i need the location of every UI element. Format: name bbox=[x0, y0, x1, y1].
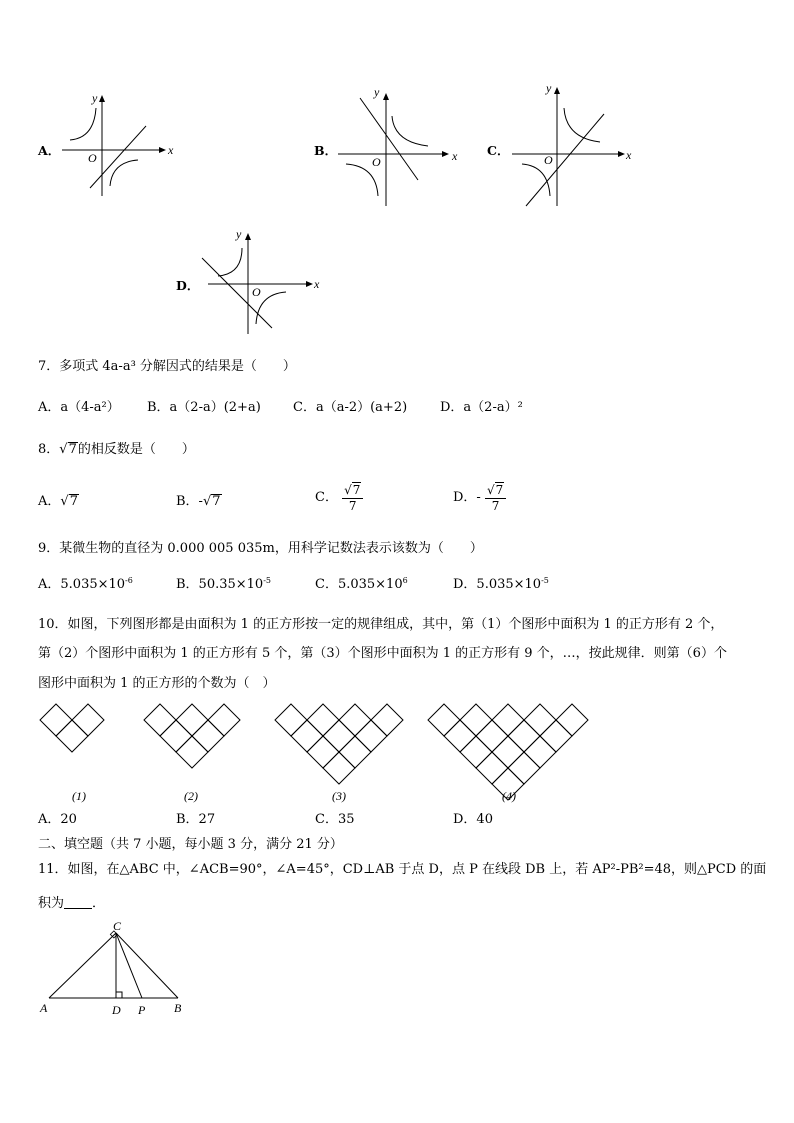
unit-square bbox=[307, 736, 339, 768]
q8-option-b: B．-√7 bbox=[176, 494, 221, 509]
unit-square bbox=[444, 720, 476, 752]
q8-option-d: D．- $\frac{√7}{7}$ bbox=[453, 482, 506, 514]
unit-square bbox=[208, 704, 240, 736]
q7-option-c: C．a（a-2）(a+2) bbox=[293, 400, 408, 415]
q9-option-c: C．$5.035\times 10^6$ bbox=[315, 576, 408, 592]
unit-square bbox=[56, 720, 88, 752]
unit-square bbox=[524, 704, 556, 736]
x-axis-label: x bbox=[168, 143, 174, 157]
unit-square bbox=[192, 720, 224, 752]
q9-option-d: D．$5.035\times 10^{-5}$ bbox=[453, 576, 549, 592]
q11-line-1: 11．如图，在△ABC 中，∠ACB=90°，∠A=45°，CD⊥AB 于点 D，点 P 在线段 DB 上，若 AP²-PB²=48，则△PCD 的面 bbox=[38, 862, 767, 877]
q7-option-d: D．a（2-a）² bbox=[440, 400, 523, 415]
q10-option-b: B．27 bbox=[176, 812, 216, 827]
q10-line-3: 图形中面积为 1 的正方形的个数为（ ） bbox=[38, 676, 276, 691]
unit-square bbox=[460, 736, 492, 768]
unit-square bbox=[144, 704, 176, 736]
q8-option-c: C． $\frac{√7}{7}$ bbox=[315, 482, 363, 514]
svg-text:y: y bbox=[374, 85, 380, 99]
q10-option-a: A．20 bbox=[38, 812, 77, 827]
y-axis-label: y bbox=[92, 91, 98, 105]
svg-text:O: O bbox=[252, 285, 261, 299]
unit-square bbox=[492, 704, 524, 736]
caption-3: (3) bbox=[332, 789, 346, 803]
answer-blank bbox=[64, 896, 92, 909]
unit-square bbox=[339, 704, 371, 736]
graph-option-c bbox=[508, 80, 636, 210]
unit-square bbox=[508, 720, 540, 752]
point-d-label: D bbox=[112, 1003, 121, 1017]
point-p-label: P bbox=[138, 1003, 146, 1017]
unit-square bbox=[556, 704, 588, 736]
q9-option-b: B．$50.35\times 10^{-5}$ bbox=[176, 576, 272, 592]
q8-stem: 8．√7的相反数是（ ） bbox=[38, 442, 195, 457]
unit-square bbox=[275, 704, 307, 736]
q8-option-a: A．√7 bbox=[38, 494, 78, 509]
option-b-label: B． bbox=[314, 143, 338, 158]
graph-option-a bbox=[58, 86, 180, 200]
svg-text:O: O bbox=[372, 155, 381, 169]
unit-square bbox=[160, 720, 192, 752]
point-b-label: B bbox=[174, 1001, 182, 1015]
svg-text:O: O bbox=[544, 153, 553, 167]
point-a-label: A bbox=[40, 1001, 48, 1015]
unit-square bbox=[176, 736, 208, 768]
q10-option-d: D．40 bbox=[453, 812, 493, 827]
q9-stem: 9．某微生物的直径为 0.000 005 035m，用科学记数法表示该数为（ ） bbox=[38, 541, 483, 556]
unit-square bbox=[72, 704, 104, 736]
unit-square bbox=[307, 704, 339, 736]
unit-square bbox=[323, 752, 355, 784]
unit-square bbox=[323, 720, 355, 752]
point-c-label: C bbox=[113, 919, 122, 933]
unit-square bbox=[428, 704, 460, 736]
unit-square bbox=[355, 720, 387, 752]
caption-4: (4) bbox=[502, 789, 516, 803]
svg-text:x: x bbox=[626, 148, 632, 162]
q9-option-a: A．$5.035\times 10^{-6}$ bbox=[38, 576, 133, 592]
unit-square bbox=[371, 704, 403, 736]
unit-square bbox=[540, 720, 572, 752]
unit-square bbox=[492, 736, 524, 768]
graph-option-b bbox=[332, 84, 464, 208]
origin-label: O bbox=[88, 151, 97, 165]
unit-square bbox=[476, 752, 508, 784]
q11-triangle-figure bbox=[36, 918, 196, 1020]
svg-text:x: x bbox=[314, 277, 320, 291]
unit-square bbox=[40, 704, 72, 736]
section-title: 二、填空题（共 7 小题，每小题 3 分，满分 21 分） bbox=[38, 837, 343, 852]
caption-2: (2) bbox=[184, 789, 198, 803]
unit-square bbox=[460, 704, 492, 736]
q10-line-2: 第（2）个图形中面积为 1 的正方形有 5 个，第（3）个图形中面积为 1 的正方形有 9 个，…，按此规律．则第（6）个 bbox=[38, 646, 727, 661]
unit-square bbox=[176, 704, 208, 736]
option-c-label: C． bbox=[487, 143, 510, 158]
caption-1: (1) bbox=[72, 789, 86, 803]
unit-square bbox=[524, 736, 556, 768]
q10-option-c: C．35 bbox=[315, 812, 355, 827]
graph-option-d bbox=[196, 226, 326, 338]
svg-text:y: y bbox=[546, 81, 552, 95]
svg-text:x: x bbox=[452, 149, 458, 163]
q10-square-patterns bbox=[30, 696, 610, 812]
option-d-label: D． bbox=[176, 278, 200, 293]
q7-option-b: B．a（2-a）(2+a) bbox=[147, 400, 261, 415]
unit-square bbox=[291, 720, 323, 752]
q10-line-1: 10．如图，下列图形都是由面积为 1 的正方形按一定的规律组成，其中，第（1）个图形中面积为 1 的正方形有 2 个， bbox=[38, 617, 724, 632]
unit-square bbox=[508, 752, 540, 784]
q7-stem: 7．多项式 4a-a³ 分解因式的结果是（ ） bbox=[38, 359, 296, 374]
q11-line-2: 积为 ． bbox=[38, 896, 106, 911]
unit-square bbox=[476, 720, 508, 752]
option-a-label: A． bbox=[38, 143, 61, 158]
q7-option-a: A．a（4-a²） bbox=[38, 400, 120, 415]
svg-text:y: y bbox=[236, 227, 242, 241]
unit-square bbox=[339, 736, 371, 768]
